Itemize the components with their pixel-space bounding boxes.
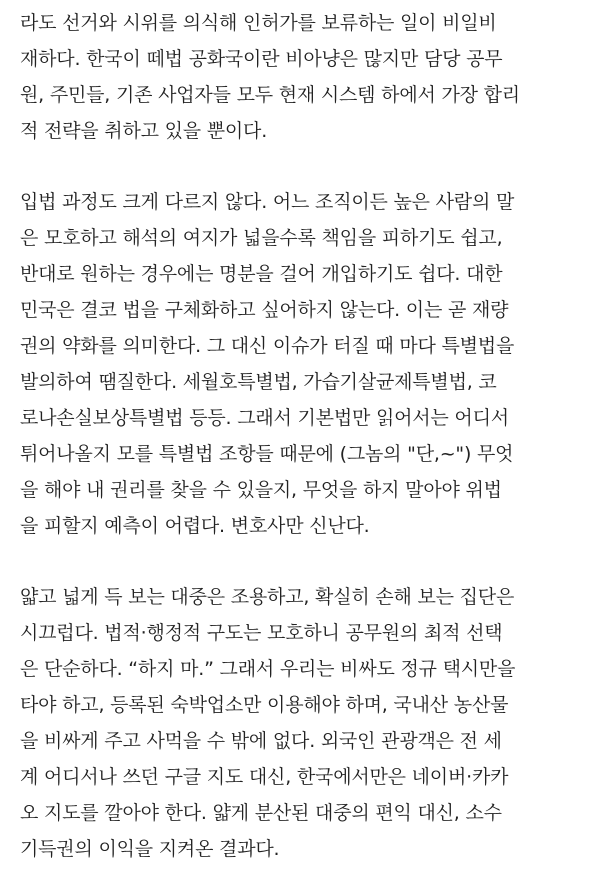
text-line: 을 비싸게 주고 사먹을 수 밖에 없다. 외국인 관광객은 전 세 bbox=[20, 730, 502, 752]
text-line: 반대로 원하는 경우에는 명분을 걸어 개입하기도 쉽다. 대한 bbox=[20, 263, 503, 285]
text-line: 발의하여 땜질한다. 세월호특별법, 가습기살균제특별법, 코 bbox=[20, 371, 497, 393]
text-line: 은 단순하다. “하지 마.” 그래서 우리는 비싸도 정규 택시만을 bbox=[20, 658, 516, 680]
text-line: 민국은 결코 법을 구체화하고 싶어하지 않는다. 이는 곧 재량 bbox=[20, 299, 509, 321]
text-line: 적 전략을 취하고 있을 뿐이다. bbox=[20, 120, 268, 142]
text-line: 재하다. 한국이 떼법 공화국이란 비아냥은 많지만 담당 공무 bbox=[20, 48, 503, 70]
text-line: 을 해야 내 권리를 찾을 수 있을지, 무엇을 하지 말아야 위법 bbox=[20, 479, 502, 501]
text-line: 튀어나올지 모를 특별법 조항들 때문에 (그놈의 "단,~") 무엇 bbox=[20, 443, 514, 465]
paragraph-spacer bbox=[20, 544, 586, 579]
text-line: 기득권의 이익을 지켜온 결과다. bbox=[20, 838, 280, 860]
text-line: 얇고 넓게 득 보는 대중은 조용하고, 확실히 손해 보는 집단은 bbox=[20, 586, 515, 608]
paragraph-2 bbox=[20, 184, 586, 544]
paragraph-3 bbox=[20, 579, 586, 867]
text-line: 라도 선거와 시위를 의식해 인허가를 보류하는 일이 비일비 bbox=[20, 12, 497, 34]
text-line: 계 어디서나 쓰던 구글 지도 대신, 한국에서만은 네이버·카카 bbox=[20, 766, 509, 788]
paragraph-spacer bbox=[20, 149, 586, 184]
text-line: 로나손실보상특별법 등등. 그래서 기본법만 읽어서는 어디서 bbox=[20, 407, 509, 429]
text-line: 입법 과정도 크게 다르지 않다. 어느 조직이든 높은 사람의 말 bbox=[20, 191, 515, 213]
text-line: 시끄럽다. 법적·행정적 구도는 모호하니 공무원의 최적 선택 bbox=[20, 622, 503, 644]
text-line: 타야 하고, 등록된 숙박업소만 이용해야 하며, 국내산 농산물 bbox=[20, 694, 509, 716]
text-line: 오 지도를 깔아야 한다. 얇게 분산된 대중의 편익 대신, 소수 bbox=[20, 802, 502, 824]
text-line: 은 모호하고 해석의 여지가 넓을수록 책임을 피하기도 쉽고, bbox=[20, 227, 503, 249]
text-line: 을 피할지 예측이 어렵다. 변호사만 신난다. bbox=[20, 515, 370, 537]
text-line: 권의 약화를 의미한다. 그 대신 이슈가 터질 때 마다 특별법을 bbox=[20, 335, 515, 357]
paragraph-1 bbox=[20, 0, 586, 149]
text-line: 원, 주민들, 기존 사업자들 모두 현재 시스템 하에서 가장 합리 bbox=[20, 84, 520, 106]
